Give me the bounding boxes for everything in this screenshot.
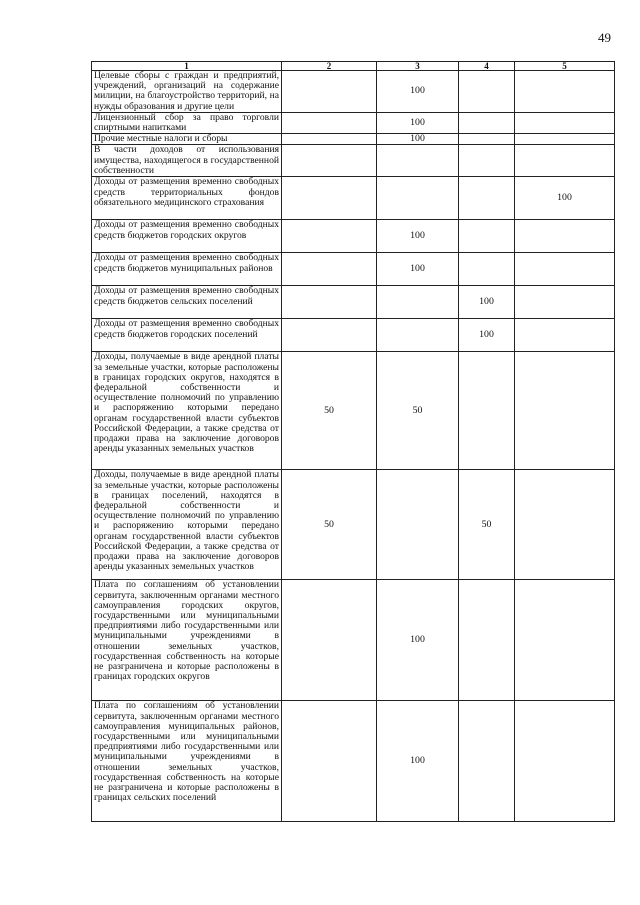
- percent-cell-col4: [459, 71, 515, 113]
- percent-cell-col4: [459, 701, 515, 822]
- percent-cell-col2: [282, 701, 377, 822]
- percent-cell-col2: [282, 112, 377, 133]
- table-row: [92, 352, 615, 470]
- percent-cell-col5: [515, 71, 615, 113]
- table-row: [92, 286, 615, 319]
- percent-cell-col2: 50: [282, 352, 377, 470]
- revenue-name-cell: Лицензионный сбор за право торговли спиртными напитками: [92, 112, 282, 133]
- table-row: [92, 71, 615, 113]
- percent-cell-col3: 100: [377, 71, 459, 113]
- percent-cell-col2: 50: [282, 470, 377, 580]
- percent-cell-col2: [282, 253, 377, 286]
- percent-cell-col3: [377, 286, 459, 319]
- percent-cell-col3: 100: [377, 253, 459, 286]
- table-row: [92, 145, 615, 177]
- percent-cell-col2: [282, 319, 377, 352]
- percent-cell-col2: [282, 134, 377, 145]
- table-row: [92, 253, 615, 286]
- percent-cell-col4: [459, 220, 515, 253]
- percent-cell-col4: [459, 253, 515, 286]
- table-row: [92, 134, 615, 145]
- revenue-distribution-table: [91, 61, 615, 822]
- revenue-name-cell: Доходы от размещения временно свободных средств бюджетов городских округов: [92, 220, 282, 253]
- revenue-name-cell: Доходы, получаемые в виде арендной платы за земельные участки, которые расположены в границах городских округов, находятся в федеральной собственности и осуществление полномочий по управлению и распоряжению которыми передано органам государственной власти субъектов Российской Федерации, а также средства от продажи права на заключение договоров аренды указанных земельных участков: [92, 352, 282, 470]
- percent-cell-col4: [459, 580, 515, 701]
- percent-cell-col5: [515, 580, 615, 701]
- percent-cell-col3: 100: [377, 580, 459, 701]
- percent-cell-col5: [515, 112, 615, 133]
- percent-cell-col4: [459, 177, 515, 220]
- percent-cell-col5: [515, 319, 615, 352]
- percent-cell-col4: 50: [459, 470, 515, 580]
- revenue-name-cell: Доходы от размещения временно свободных средств бюджетов муниципальных районов: [92, 253, 282, 286]
- percent-cell-col5: [515, 701, 615, 822]
- column-header-4: 4: [459, 62, 515, 71]
- revenue-name-cell: Прочие местные налоги и сборы: [92, 134, 282, 145]
- column-header-5: 5: [515, 62, 615, 71]
- percent-cell-col4: [459, 112, 515, 133]
- table-row: [92, 701, 615, 822]
- percent-cell-col3: 100: [377, 701, 459, 822]
- table-row: [92, 220, 615, 253]
- percent-cell-col3: 100: [377, 220, 459, 253]
- percent-cell-col3: [377, 319, 459, 352]
- table-row: [92, 112, 615, 133]
- percent-cell-col2: [282, 145, 377, 177]
- percent-cell-col2: [282, 580, 377, 701]
- percent-cell-col2: [282, 220, 377, 253]
- percent-cell-col4: 100: [459, 319, 515, 352]
- column-header-1: 1: [92, 62, 282, 71]
- revenue-name-cell: Доходы, получаемые в виде арендной платы за земельные участки, которые расположены в границах поселений, находятся в федеральной собственности и осуществление полномочий по управлению и распоряжению которыми передано органам государственной власти субъектов Российской Федерации, а также средства от продажи права на заключение договоров аренды указанных земельных участков: [92, 470, 282, 580]
- percent-cell-col3: 100: [377, 134, 459, 145]
- percent-cell-col5: [515, 134, 615, 145]
- percent-cell-col4: 100: [459, 286, 515, 319]
- revenue-name-cell: Плата по соглашениям об установлении сервитута, заключенным органами местного самоуправления муниципальных районов, государственными или муниципальными предприятиями либо государственными или муниципальными учреждениями в отношении земельных участков, государственная собственность на которые не разграничена и которые расположены в границах сельских поселений: [92, 701, 282, 822]
- percent-cell-col5: [515, 253, 615, 286]
- table-row: [92, 177, 615, 220]
- revenue-name-cell: Целевые сборы с граждан и предприятий, учреждений, организаций на содержание милиции, на благоустройство территорий, на нужды образования и другие цели: [92, 71, 282, 113]
- revenue-name-cell: Плата по соглашениям об установлении сервитута, заключенным органами местного самоуправления городских округов, государственными или муниципальными предприятиями либо государственными или муниципальными учреждениями в отношении земельных участков, государственная собственность на которые не разграничена и которые расположены в границах городских округов: [92, 580, 282, 701]
- percent-cell-col5: [515, 470, 615, 580]
- revenue-name-cell: Доходы от размещения временно свободных средств бюджетов городских поселений: [92, 319, 282, 352]
- percent-cell-col2: [282, 286, 377, 319]
- page-number: 49: [598, 30, 611, 45]
- percent-cell-col4: [459, 352, 515, 470]
- percent-cell-col3: [377, 470, 459, 580]
- percent-cell-col3: 50: [377, 352, 459, 470]
- percent-cell-col5: [515, 286, 615, 319]
- column-header-2: 2: [282, 62, 377, 71]
- percent-cell-col5: [515, 220, 615, 253]
- percent-cell-col5: [515, 352, 615, 470]
- column-header-3: 3: [377, 62, 459, 71]
- percent-cell-col4: [459, 145, 515, 177]
- percent-cell-col2: [282, 177, 377, 220]
- percent-cell-col5: 100: [515, 177, 615, 220]
- percent-cell-col2: [282, 71, 377, 113]
- percent-cell-col4: [459, 134, 515, 145]
- percent-cell-col3: 100: [377, 112, 459, 133]
- revenue-name-cell: Доходы от размещения временно свободных средств территориальных фондов обязательного медицинского страхования: [92, 177, 282, 220]
- revenue-name-cell: Доходы от размещения временно свободных средств бюджетов сельских поселений: [92, 286, 282, 319]
- revenue-name-cell: В части доходов от использования имущества, находящегося в государственной собственности: [92, 145, 282, 177]
- percent-cell-col3: [377, 145, 459, 177]
- percent-cell-col3: [377, 177, 459, 220]
- percent-cell-col5: [515, 145, 615, 177]
- table-row: [92, 470, 615, 580]
- table-row: [92, 580, 615, 701]
- table-row: [92, 319, 615, 352]
